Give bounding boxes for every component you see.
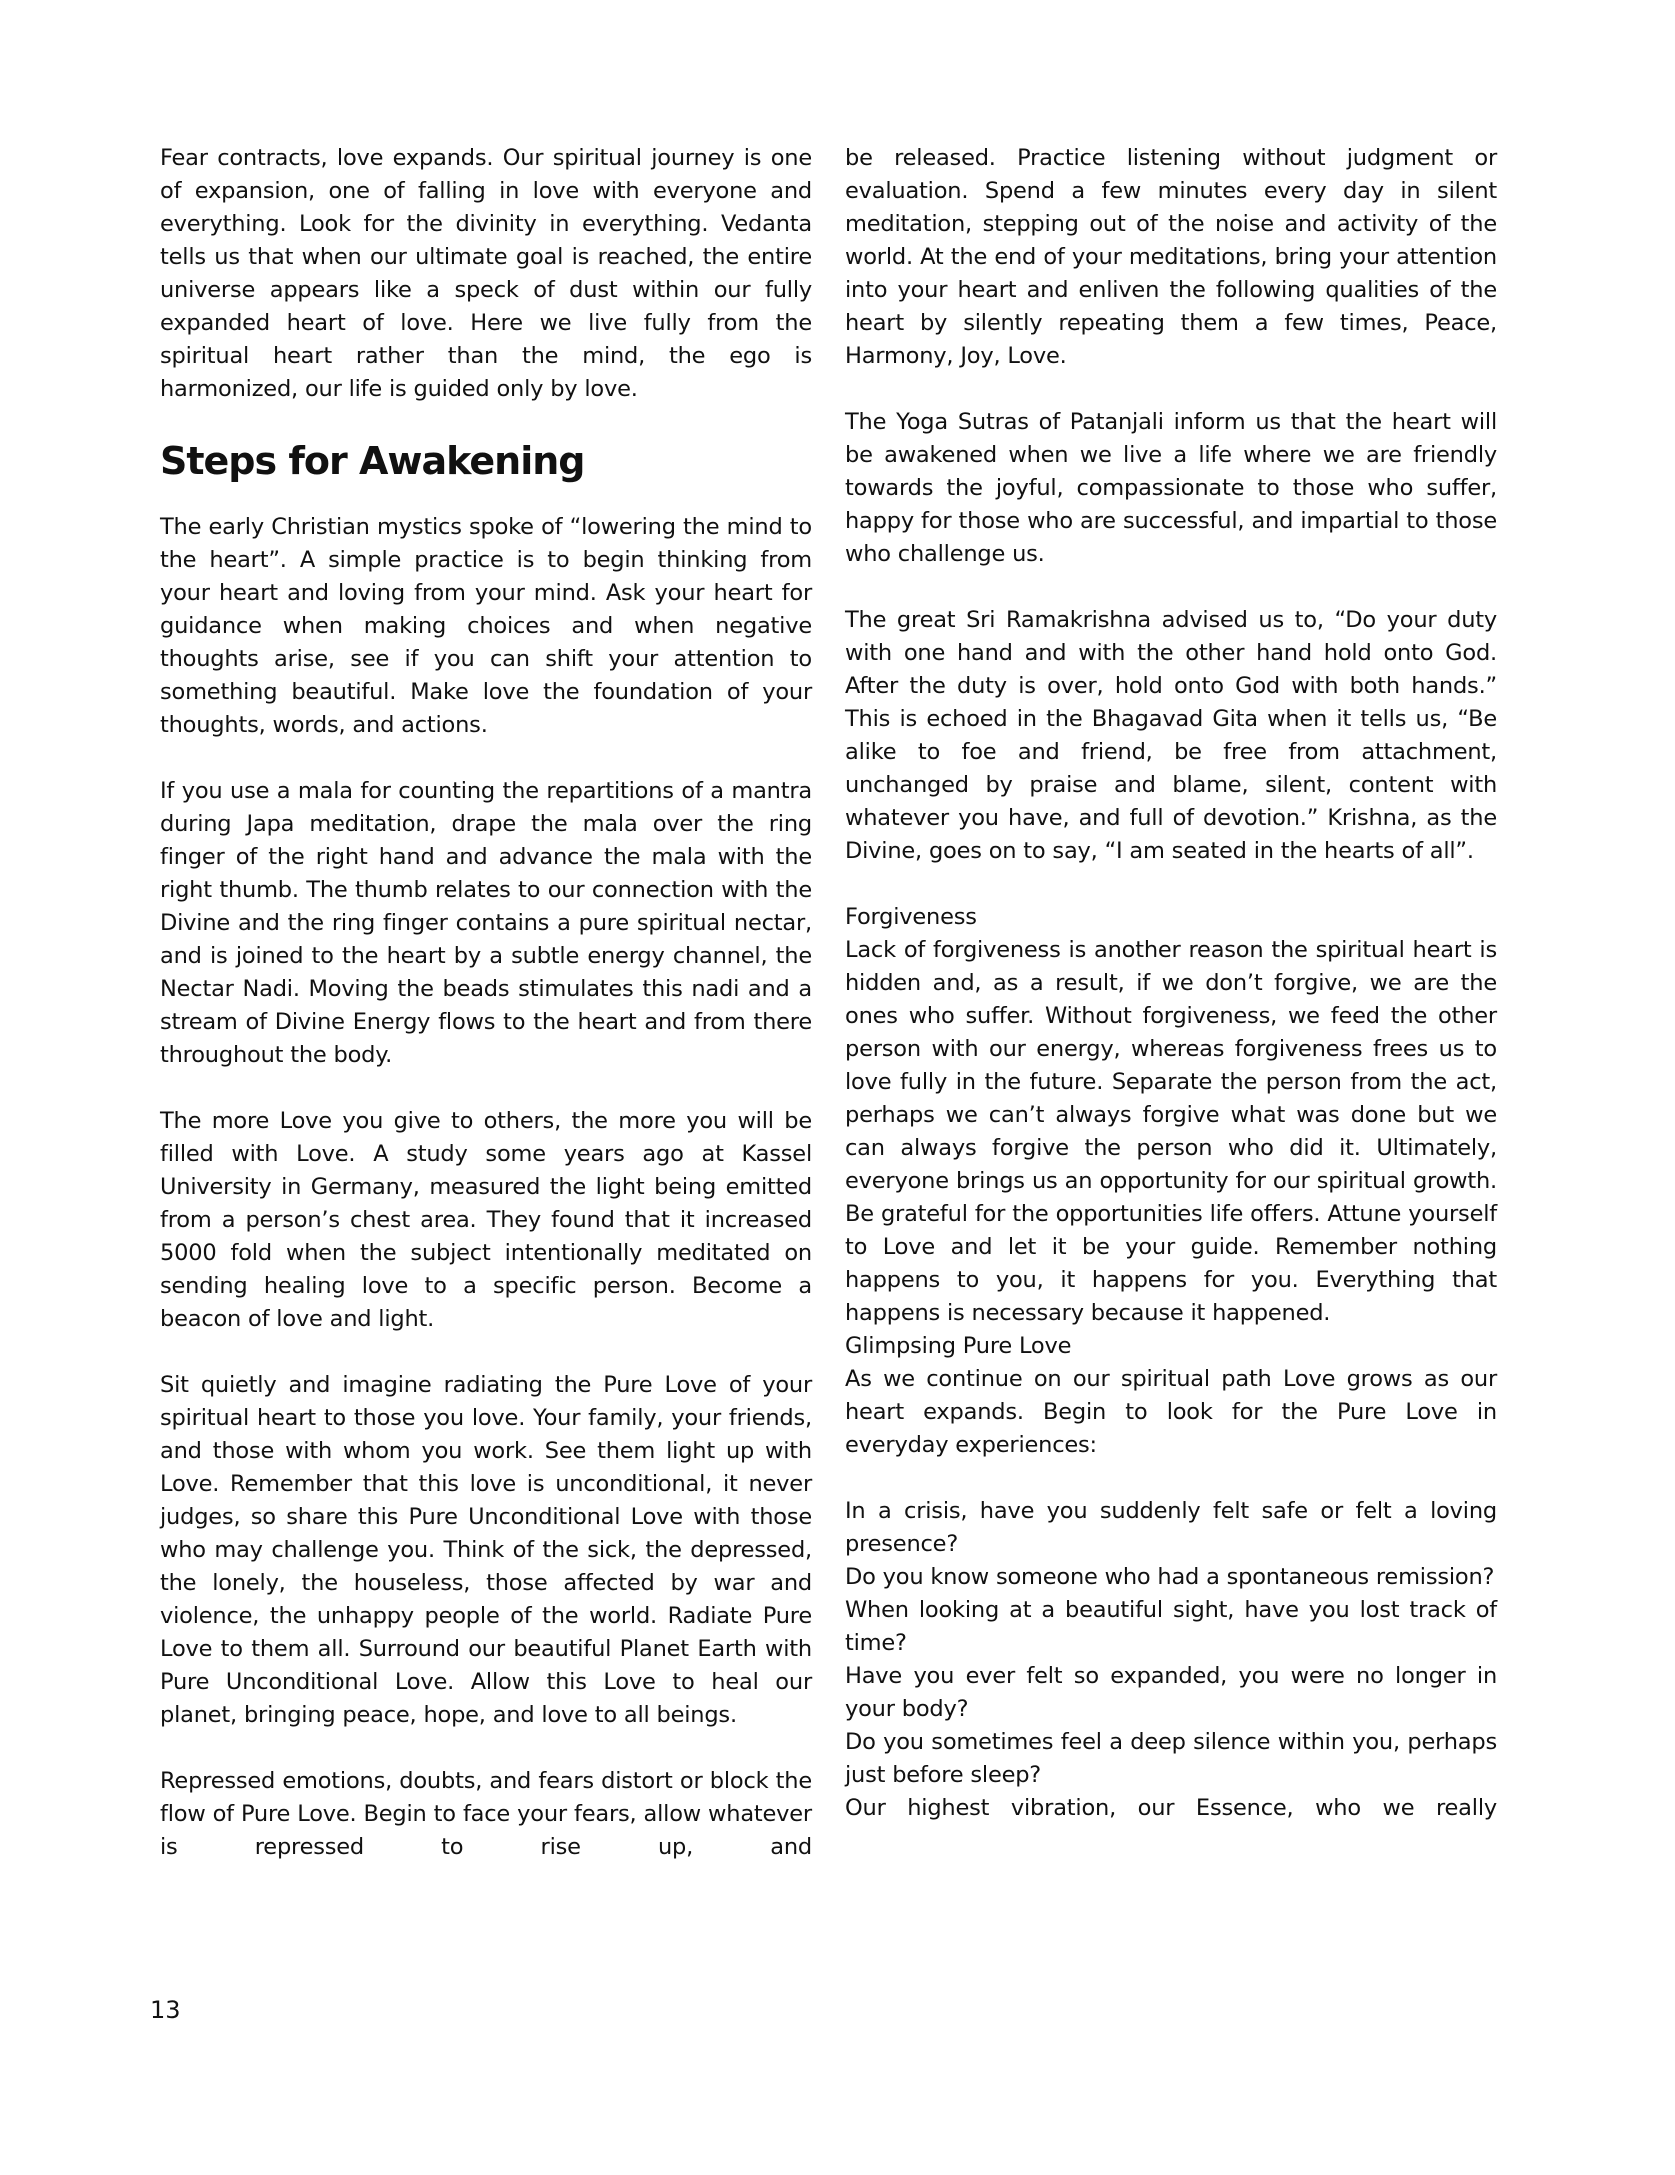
paragraph-released: be released. Practice listening without judgment or evaluation. Spend a few minutes every day in silent meditation, stepping out of the noise and activity of the world. At the end of your meditations, bring your attention into your heart and enliven the following qualities of the heart by silently repeating them a few times, Peace, Harmony, Joy, Love. (845, 145, 1497, 369)
paragraph-ramakrishna: The great Sri Ramakrishna advised us to, “Do your duty with one hand and with the other hand hold onto God. After the duty is over, hold onto God with both hands.” This is echoed in the Bhagavad Gita when it tells us, “Be alike to foe and friend, be free from attachment, unchanged by praise and blame, silent, content with whatever you have, and full of devotion.” Krishna, as the Divine, goes on to say, “I am seated in the hearts of all”. (845, 607, 1497, 864)
spacer (845, 1462, 1497, 1495)
paragraph-repressed-emotions: Repressed emotions, doubts, and fears distort or block the flow of Pure Love. Begin to face your fears, allow whatever is repressed to rise up, and (160, 1768, 812, 1860)
left-column (160, 142, 812, 1864)
section-heading: Steps for Awakening (160, 439, 585, 483)
question-item: Do you sometimes feel a deep silence within you, perhaps just before sleep? (845, 1729, 1497, 1788)
intro-paragraph: Fear contracts, love expands. Our spiritual journey is one of expansion, one of falling in love with everyone and everything. Look for the divinity in everything. Vedanta tells us that when our ultimate goal is reached, the entire universe appears like a speck of dust within our fully expanded heart of love. Here we live fully from the spiritual heart rather than the mind, the ego is harmonized, our life is guided only by love. (160, 145, 812, 402)
closing-fragment: Our highest vibration, our Essence, who we really (845, 1795, 1497, 1821)
page-number: 13 (150, 1996, 181, 2024)
question-item: When looking at a beautiful sight, have you lost track of time? (845, 1597, 1497, 1656)
forgiveness-paragraph: Lack of forgiveness is another reason the spiritual heart is hidden and, as a result, if we don’t forgive, we are the ones who suffer. Without forgiveness, we feed the other person with our energy, whereas forgiveness frees us to love fully in the future. Separate the person from the act, perhaps we can’t always forgive what was done but we can always forgive the person who did it. Ultimately, everyone brings us an opportunity for our spiritual growth. Be grateful for the opportunities life offers. Attune yourself to Love and let it be your guide. Remember nothing happens to you, it happens for you. Everything that happens is necessary because it happened. (845, 937, 1497, 1326)
question-item: In a crisis, have you suddenly felt safe or felt a loving presence? (845, 1498, 1497, 1557)
paragraph-radiating-love: Sit quietly and imagine radiating the Pure Love of your spiritual heart to those you love. Your family, your friends, and those with whom you work. See them light up with Love. Remember that this love is unconditional, it never judges, so share this Pure Unconditional Love with those who may challenge you. Think of the sick, the depressed, the lonely, the houseless, those affected by war and violence, the unhappy people of the world. Radiate Pure Love to them all. Surround our beautiful Planet Earth with Pure Unconditional Love. Allow this Love to heal our planet, bringing peace, hope, and love to all beings. (160, 1372, 812, 1728)
glimpsing-heading: Glimpsing Pure Love (845, 1333, 1072, 1359)
right-column (845, 142, 1497, 1825)
paragraph-mala: If you use a mala for counting the repartitions of a mantra during Japa meditation, drape the mala over the ring finger of the right hand and advance the mala with the right thumb. The thumb relates to our connection with the Divine and the ring finger contains a pure spiritual nectar, and is joined to the heart by a subtle energy channel, the Nectar Nadi. Moving the beads stimulates this nadi and a stream of Divine Energy flows to the heart and from there throughout the body. (160, 778, 812, 1068)
paragraph-yoga-sutras: The Yoga Sutras of Patanjali inform us that the heart will be awakened when we live a life where we are friendly towards the joyful, compassionate to those who suffer, happy for those who are successful, and impartial to those who challenge us. (845, 409, 1497, 567)
question-item: Do you know someone who had a spontaneous remission? (845, 1564, 1495, 1590)
glimpsing-paragraph: As we continue on our spiritual path Love grows as our heart expands. Begin to look for the Pure Love in everyday experiences: (845, 1366, 1497, 1458)
paragraph-kassel-study: The more Love you give to others, the more you will be filled with Love. A study some years ago at Kassel University in Germany, measured the light being emitted from a person’s chest area. They found that it increased 5000 fold when the subject intentionally meditated on sending healing love to a specific person. Become a beacon of love and light. (160, 1108, 812, 1332)
paragraph-lowering-mind: The early Christian mystics spoke of “lowering the mind to the heart”. A simple practice is to begin thinking from your heart and loving from your mind. Ask your heart for guidance when making choices and when negative thoughts arise, see if you can shift your attention to something beautiful. Make love the foundation of your thoughts, words, and actions. (160, 514, 812, 738)
question-item: Have you ever felt so expanded, you were no longer in your body? (845, 1663, 1497, 1722)
forgiveness-heading: Forgiveness (845, 904, 977, 930)
